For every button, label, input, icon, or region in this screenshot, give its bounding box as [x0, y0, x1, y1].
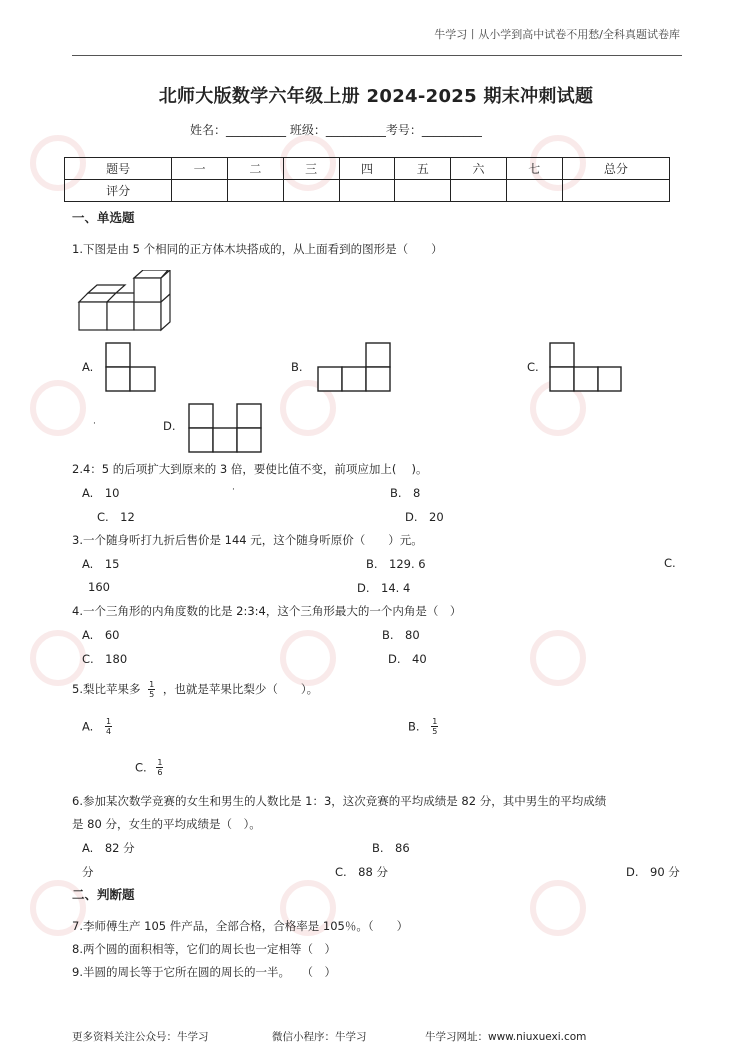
option-a[interactable]: A. 15: [82, 557, 120, 571]
option-b-figure[interactable]: [317, 342, 393, 392]
option-b-label[interactable]: B.: [291, 360, 303, 374]
watermark-logo: [30, 380, 86, 436]
section-heading: 一、单选题: [72, 210, 135, 225]
score-table-score-row: [65, 180, 670, 202]
question-7-text: 7.李师傅生产 105 件产品，全部合格，合格率是 105％。（ ）: [72, 919, 409, 933]
score-cell: 总分: [562, 158, 669, 180]
fraction: $\frac{1}{5}$: [149, 680, 155, 699]
option-b[interactable]: B. 129. 6: [366, 557, 426, 571]
page-title: 北师大版数学六年级上册 2024-2025 期末冲刺试题: [158, 86, 594, 107]
section-heading: 二、判断题: [72, 887, 135, 902]
option-d[interactable]: D. 14. 4: [357, 581, 411, 595]
score-input-cell[interactable]: [283, 180, 339, 202]
option-d-label[interactable]: D.: [163, 419, 176, 433]
score-cell: 四: [339, 158, 395, 180]
stray-dot: ·: [232, 485, 235, 495]
question-9-text: 9.半圆的周长等于它所在圆的周长的一半。 （ ）: [72, 965, 336, 979]
score-input-cell[interactable]: [562, 180, 669, 202]
option-b-continued[interactable]: 分: [82, 865, 94, 879]
option-a[interactable]: A. 60: [82, 628, 120, 642]
question-2-text: 2.4：5 的后项扩大到原来的 3 倍，要使比值不变，前项应加上( )。: [72, 462, 428, 476]
option-a[interactable]: A. $\frac{1}{4}$: [82, 717, 112, 736]
score-input-cell[interactable]: [172, 180, 228, 202]
fraction: $\frac{1}{5}$: [432, 717, 438, 736]
score-input-cell[interactable]: [228, 180, 284, 202]
score-input-cell[interactable]: [451, 180, 507, 202]
option-a[interactable]: A. 82 分: [82, 841, 135, 855]
header-divider: [72, 55, 682, 56]
option-b[interactable]: B. 80: [382, 628, 420, 642]
footer-middle: 微信小程序：牛学习: [272, 1031, 367, 1043]
option-c-label[interactable]: C.: [664, 556, 676, 570]
option-d[interactable]: D. 20: [405, 510, 444, 524]
header-right-text: 牛学习丨从小学到高中试卷不用愁/全科真题试卷库: [434, 28, 680, 41]
fraction: $\frac{1}{4}$: [105, 717, 112, 736]
question-6-text-line1: 6.参加某次数学竞赛的女生和男生的人数比是 1：3，这次竞赛的平均成绩是 82 分，其中男生的平均成绩: [72, 794, 607, 808]
option-d[interactable]: D. 40: [388, 652, 427, 666]
watermark-logo: [530, 880, 586, 936]
question-4-text: 4.一个三角形的内角度数的比是 2:3:4，这个三角形最大的一个内角是（ ）: [72, 604, 462, 618]
watermark-logo: [30, 630, 86, 686]
student-info-line: 姓名：__________ 班级：__________考号：__________: [190, 123, 482, 137]
question-5-text: [72, 680, 318, 699]
footer-left: 更多资料关注公众号：牛学习: [72, 1031, 209, 1043]
score-cell: 七: [506, 158, 562, 180]
option-c[interactable]: C. $\frac{1}{6}$: [135, 758, 163, 777]
score-input-cell[interactable]: [506, 180, 562, 202]
option-d-figure[interactable]: [188, 403, 262, 453]
score-cell: 五: [395, 158, 451, 180]
score-table-header-row: [65, 158, 670, 180]
score-input-cell[interactable]: [339, 180, 395, 202]
question-5-text-after: ，也就是苹果比梨少（ ）。: [162, 682, 319, 696]
question-3-text: 3.一个随身听打九折后售价是 144 元，这个随身听原价（ ）元。: [72, 533, 423, 547]
question-1-text: 1.下图是由 5 个相同的正方体木块搭成的，从上面看到的图形是（ ）: [72, 242, 443, 256]
score-table: [64, 157, 670, 202]
question-5-text-before: 5.梨比苹果多: [72, 682, 141, 696]
option-a-label[interactable]: A.: [82, 360, 94, 374]
question-8-text: 8.两个圆的面积相等，它们的周长也一定相等（ ）: [72, 942, 336, 956]
watermark-logo: [280, 630, 336, 686]
footer-right: 牛学习网址：www.niuxuexi.com: [425, 1031, 587, 1043]
watermark-logo: [530, 630, 586, 686]
score-input-cell[interactable]: [395, 180, 451, 202]
option-d[interactable]: D. 90 分: [626, 865, 680, 879]
option-a[interactable]: A. 10: [82, 486, 120, 500]
fraction: $\frac{1}{6}$: [157, 758, 163, 777]
option-c[interactable]: C. 88 分: [335, 865, 388, 879]
option-b[interactable]: B. 86: [372, 841, 410, 855]
option-c-value[interactable]: 160: [88, 580, 110, 594]
cube-stack-figure: [76, 270, 172, 334]
question-6-text-line2: 是 80 分，女生的平均成绩是（ ）。: [72, 817, 261, 831]
option-c-label[interactable]: C.: [527, 360, 539, 374]
option-c-figure[interactable]: [549, 342, 623, 392]
option-c[interactable]: C. 12: [97, 510, 135, 524]
score-cell: 一: [172, 158, 228, 180]
score-cell: 题号: [65, 158, 172, 180]
option-b[interactable]: B. 8: [390, 486, 421, 500]
option-a-figure[interactable]: [105, 342, 157, 392]
score-cell: 二: [228, 158, 284, 180]
option-c[interactable]: C. 180: [82, 652, 128, 666]
option-b[interactable]: B. $\frac{1}{5}$: [408, 717, 438, 736]
score-cell: 三: [283, 158, 339, 180]
score-cell: 六: [451, 158, 507, 180]
score-cell: 评分: [65, 180, 172, 202]
stray-dot: ·: [93, 419, 96, 429]
